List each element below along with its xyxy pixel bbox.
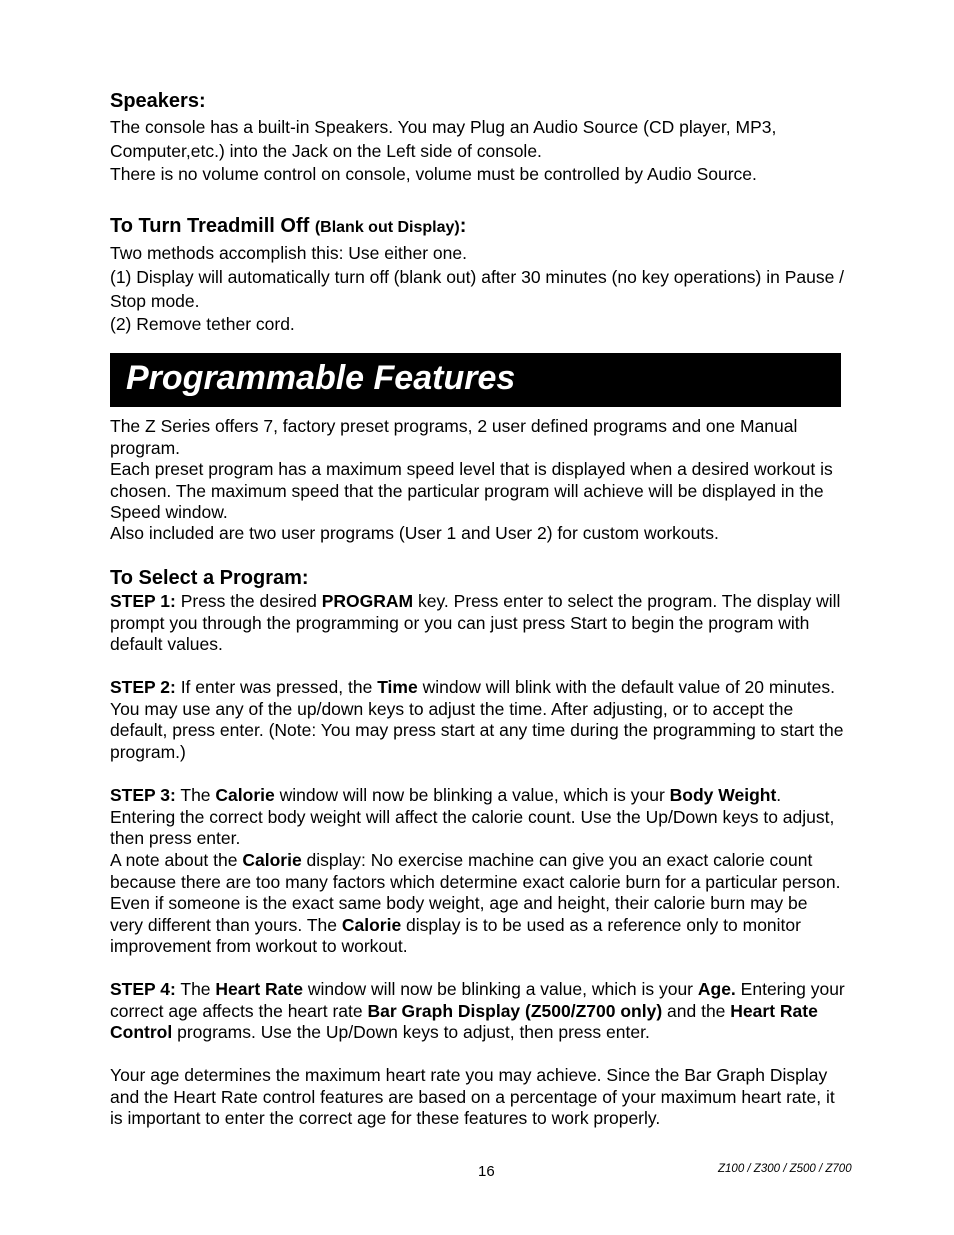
turn-off-heading-sub: (Blank out Display) (314, 219, 460, 236)
step-3-bold-calorie: Calorie (215, 785, 275, 805)
step-2 (110, 677, 845, 763)
speakers-line-2: There is no volume control on console, volume must be controlled by Audio Source. (110, 164, 757, 184)
step-2-text-b: window will blink with the default value of 20 minutes. You may use any of the up/down keys to adjust the time. After adjusting, or to accept the default, press enter. (Note: You may press start at any time during the programming to start the program.) (110, 677, 844, 762)
step-3-text-b: window will now be blinking a value, which is your (274, 785, 670, 805)
calorie-note-bold-1: Calorie (242, 850, 302, 870)
turn-off-heading (110, 215, 466, 238)
step-4-bold-hr-control: Heart Rate Control (110, 1000, 818, 1042)
section-banner (110, 353, 841, 407)
step-4-bold-age: Age. (697, 979, 736, 999)
step-1 (110, 591, 845, 656)
step-4-text-d: and the (662, 1000, 731, 1021)
step-1-text-b: key. Press enter to select the program. The display will prompt you through the programming or you can just press Start to begin the program with default values. (110, 591, 841, 654)
step-2-label: STEP 2: (110, 677, 176, 697)
turn-off-heading-colon: : (459, 215, 467, 237)
step-3 (110, 785, 845, 850)
turn-off-heading-main: To Turn Treadmill Off (110, 215, 310, 237)
page-number: 16 (478, 1163, 495, 1180)
step-2-bold-time: Time (377, 677, 418, 697)
step-3-text-a: The (175, 785, 216, 805)
step-1-label: STEP 1: (110, 591, 176, 611)
step-4-text-a: The (175, 979, 216, 999)
model-numbers: Z100 / Z300 / Z500 / Z700 (718, 1163, 852, 1175)
turn-off-line-3: (2) Remove tether cord. (110, 314, 295, 334)
step-4-text-e: programs. Use the Up/Down keys to adjust, then press enter. (172, 1022, 650, 1042)
step-2-text-a: If enter was pressed, the (175, 677, 378, 697)
speakers-line-1: The console has a built-in Speakers. You may Plug an Audio Source (CD player, MP3, Computer,etc.) into the Jack on the Left side of console. (110, 117, 777, 161)
calorie-note (110, 850, 845, 958)
intro-paragraph-2: Each preset program has a maximum speed level that is displayed when a desired workout is chosen. The maximum speed that the particular program will achieve will be displayed in the Speed window. (110, 459, 833, 522)
step-4-bold-heart-rate: Heart Rate (215, 979, 303, 999)
step-3-bold-body-weight: Body Weight (669, 785, 777, 805)
turn-off-line-2: (1) Display will automatically turn off (blank out) after 30 minutes (no key operations) in Pause / Stop mode. (110, 267, 845, 311)
step-1-bold-program: PROGRAM (321, 591, 414, 611)
calorie-note-text-c: display is to be used as a reference only to monitor improvement from workout to workout. (110, 914, 801, 956)
turn-off-line-1: Two methods accomplish this: Use either one. (110, 243, 467, 263)
step-1-text-a: Press the desired (175, 591, 322, 611)
step-4-bold-bar-graph: Bar Graph Display (Z500/Z700 only) (367, 1000, 663, 1021)
select-program-heading: To Select a Program: (110, 567, 309, 589)
calorie-note-bold-2: Calorie (341, 914, 402, 935)
calorie-note-text-a: A note about the (110, 850, 243, 870)
banner-title: Programmable Features (126, 359, 516, 397)
step-4 (110, 979, 845, 1044)
step-4-text-b: window will now be blinking a value, which is your (302, 979, 698, 999)
intro-paragraph-1: The Z Series offers 7, factory preset programs, 2 user defined programs and one Manual program. (110, 416, 798, 458)
intro-paragraph-3: Also included are two user programs (User 1 and User 2) for custom workouts. (110, 523, 719, 543)
step-4-text-c: Entering your correct age affects the heart rate (110, 979, 845, 1021)
speakers-heading: Speakers: (110, 90, 206, 112)
step-3-label: STEP 3: (110, 785, 176, 805)
step-3-text-c: . Entering the correct body weight will affect the calorie count. Use the Up/Down keys to adjust, then press enter. (110, 785, 835, 848)
age-note: Your age determines the maximum heart rate you may achieve. Since the Bar Graph Display and the Heart Rate control features are based on a percentage of your maximum heart rate, it is important to enter the correct age for these features to work properly. (110, 1065, 835, 1128)
calorie-note-text-b: display: No exercise machine can give you an exact calorie count because there are too many factors which determine exact calorie burn for a particular person. Even if someone is the exact same body weight, age and height, their calorie burn may be very different than yours. The (110, 850, 841, 935)
step-4-label: STEP 4: (110, 979, 176, 999)
